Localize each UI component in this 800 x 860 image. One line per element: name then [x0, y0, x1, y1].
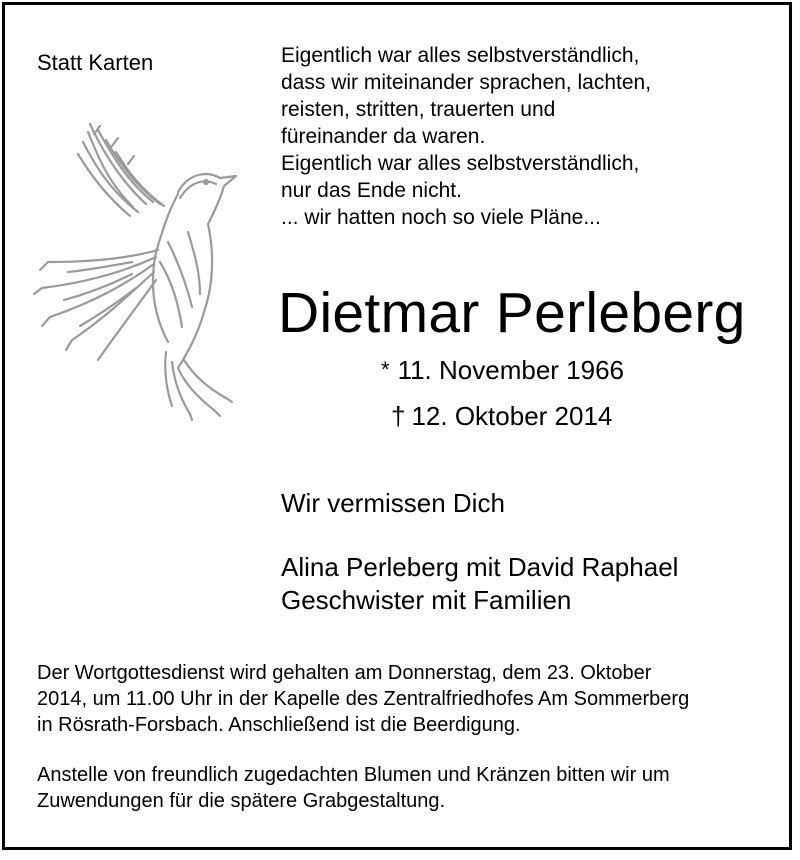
poem-line: nur das Ende nicht. [281, 179, 462, 202]
miss-you-text: Wir vermissen Dich [281, 488, 505, 518]
deceased-name: Dietmar Perleberg [278, 281, 746, 345]
mourner-line: Geschwister mit Familien [281, 585, 572, 615]
poem-line: reisten, stritten, trauerten und [281, 98, 556, 121]
flowers-line: Anstelle von freundlich zugedachten Blumen und Kränzen bitten wir um [37, 764, 670, 786]
poem [281, 42, 651, 231]
death-date-text: 12. Oktober 2014 [411, 401, 613, 431]
flowers-request [37, 762, 670, 814]
poem-line: Eigentlich war alles selbstverständlich, [281, 152, 640, 175]
poem-line: Eigentlich war alles selbstverständlich, [281, 44, 640, 67]
birth-date [381, 354, 624, 388]
poem-line: füreinander da waren. [281, 125, 486, 148]
cross-symbol: † [391, 401, 406, 431]
poem-line: dass wir miteinander sprachen, lachten, [281, 71, 652, 94]
statt-karten-label: Statt Karten [37, 50, 154, 75]
mourner-line: Alina Perleberg mit David Raphael [281, 552, 679, 582]
death-date [391, 400, 612, 432]
flowers-line: Zuwendungen für die spätere Grabgestaltung. [37, 790, 446, 812]
service-line: Der Wortgottesdienst wird gehalten am Donnerstag, dem 23. Oktober [37, 662, 652, 684]
birth-date-text: 11. November 1966 [397, 355, 624, 385]
birth-symbol: * [381, 357, 390, 382]
service-line: 2014, um 11.00 Uhr in der Kapelle des Zentralfriedhofes Am Sommerberg [37, 688, 690, 710]
poem-line: ... wir hatten noch so viele Pläne... [281, 206, 601, 229]
dove-icon [28, 112, 248, 422]
mourners [281, 551, 678, 617]
service-line: in Rösrath-Forsbach. Anschließend ist die Beerdigung. [37, 714, 521, 736]
service-info [37, 660, 689, 738]
